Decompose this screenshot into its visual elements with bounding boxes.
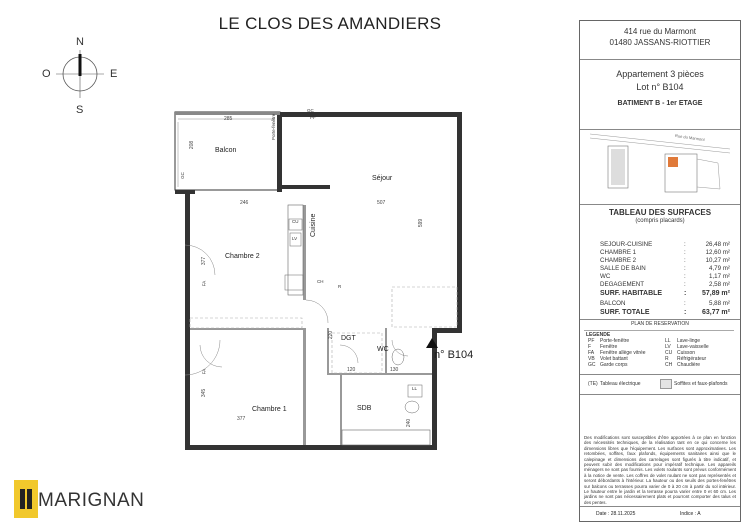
room-label-dgt: DGT <box>341 335 356 342</box>
surface-balcon: BALCON : 5,88 m² <box>600 300 730 307</box>
lot-marker-label: n° B104 <box>434 349 474 361</box>
site-plan-box <box>580 129 740 205</box>
dim-ch2-height: 377 <box>201 256 208 266</box>
legend-title: LEGENDE <box>586 332 611 338</box>
label-fa-ch1: FA <box>201 368 207 375</box>
soffit-swatch <box>660 379 672 389</box>
floor-plan <box>160 95 480 470</box>
plan-title: LE CLOS DES AMANDIERS <box>218 14 442 33</box>
dim-sdb-height: 240 <box>406 418 413 428</box>
compass-west: O <box>42 68 51 80</box>
dim-wc-width: 130 <box>390 367 399 373</box>
apartment-box <box>580 59 740 130</box>
label-cu: CU <box>292 219 299 224</box>
dim-dgt-height: 220 <box>328 330 335 340</box>
room-label-sejour: Séjour <box>372 175 393 182</box>
surface-totale: SURF. TOTALE : 63,77 m² <box>600 309 730 316</box>
legend-item: PF Porte-fenêtre <box>588 338 630 344</box>
label-porte-fenetre: Porte-fenêtre <box>271 113 276 140</box>
brand-name: MARIGNAN <box>38 490 145 511</box>
footer-bar <box>580 506 740 522</box>
address-line2: 01480 JASSANS-RIOTTIER <box>609 38 711 47</box>
apartment-type: Appartement 3 pièces <box>616 69 704 79</box>
compass <box>40 38 120 118</box>
legend-item: LV Lave-vaisselle <box>665 344 709 350</box>
label-pf: PF <box>310 115 316 120</box>
label-gc: GC <box>307 108 314 113</box>
marignan-logo-icon <box>14 480 38 518</box>
compass-south: S <box>76 104 84 116</box>
surface-row: SALLE DE BAIN : 4,79 m² <box>600 265 730 272</box>
surface-row: CHAMBRE 1 : 12,60 m² <box>600 249 730 256</box>
legend-electrical: (TE) Tableau électrique <box>588 381 641 387</box>
legend-item: GC Garde corps <box>588 362 628 368</box>
label-gc-balcon: GC <box>179 172 185 179</box>
legend-item: F Fenêtre <box>588 344 618 350</box>
label-r: R <box>338 284 342 289</box>
legend-item: VB Volet battant <box>588 356 628 362</box>
legend-item: FA Fenêtre allège vitrée <box>588 350 646 356</box>
label-fa-ch2: FA <box>201 280 207 287</box>
address-box <box>580 21 740 60</box>
room-label-balcon: Balcon <box>215 147 237 154</box>
legend-item: CH Chaudière <box>665 362 701 368</box>
legend-soffits: Soffites et faux-plafonds <box>674 381 728 387</box>
brand-logo <box>14 480 38 523</box>
legend-item: LL Lave-linge <box>665 338 701 344</box>
apartment-building: BATIMENT B - 1er ETAGE <box>617 100 703 107</box>
room-label-chambre1: Chambre 1 <box>252 406 287 413</box>
site-plan-drawing <box>580 129 740 204</box>
dim-balcon-height: 208 <box>189 140 196 150</box>
legend-item: R Réfrigérateur <box>665 356 707 362</box>
dim-ch1-width: 377 <box>237 416 246 422</box>
dim-ch1-height: 345 <box>201 388 208 398</box>
apartment-lot: Lot n° B104 <box>636 82 684 92</box>
site-plan-street: Rue du Marmont <box>674 132 705 143</box>
compass-north: N <box>76 36 84 48</box>
room-label-chambre2: Chambre 2 <box>225 253 260 260</box>
dim-sejour-width: 507 <box>377 200 386 206</box>
site-plan-lot-highlight <box>668 157 678 167</box>
surfaces-box <box>580 204 740 320</box>
dim-sejour-height: 599 <box>418 218 425 228</box>
dim-dgt-width: 120 <box>347 367 356 373</box>
legend-box <box>580 319 740 375</box>
surface-habitable: SURF. HABITABLE : 57,89 m² <box>600 290 730 297</box>
surface-row: CHAMBRE 2 : 10,27 m² <box>600 257 730 264</box>
disclaimer-text: Des modifications sont susceptibles d'être apportées à ce plan en fonction des nécessités techniques, de la réalisation tant en ce qui concerne les dimensions libres que l'équipement. Les surfaces sont approximatives. Les retombées, soffites, faux plafonds, équipements sanitaires ainsi que le calepinage et dimensions des carrelages sont figurés à titre indicatif, et peuvent subir des modifications pour impératif technique. Les appareils ménagers ne sont pas fournis. Les volets roulants sont prévus conformément à la notice de vente. Les coffres de volet roulant ne sont pas représentés et seront débordants à l'intérieur. La hauteur ou des seuils des portes-fenêtres sur balcons ou terrasses pourra varier de 0 à 20 cm à partir du sol intérieur. Le hauteur entre le jardin et la terrasse pourra varier entre 0 et 60 cm. Les jardins ne sont pas nécessairement plats et pourront comporter des talus et des pentes. <box>584 435 736 505</box>
address-line1: 414 rue du Marmont <box>623 27 697 36</box>
surface-row: SEJOUR-CUISINE : 26,48 m² <box>600 241 730 248</box>
surface-row: WC : 1,17 m² <box>600 273 730 280</box>
dim-ch2-width: 246 <box>240 200 249 206</box>
compass-east: E <box>110 68 118 80</box>
legend-item: CU Cuisson <box>665 350 696 356</box>
legend-extra-box <box>580 374 740 395</box>
room-label-wc: WC <box>377 346 389 353</box>
label-lv: LV <box>292 236 298 241</box>
footer-date: Date : 28.11.2025 <box>596 511 636 517</box>
label-ch: CH <box>317 279 324 284</box>
room-label-sdb: SDB <box>357 405 372 412</box>
info-panel <box>579 20 741 522</box>
footer-index: Indice : A <box>680 511 701 517</box>
label-ll: LL <box>412 386 418 391</box>
surface-row: DEGAGEMENT : 2,58 m² <box>600 281 730 288</box>
dim-balcon-width: 285 <box>224 116 233 122</box>
surfaces-subtitle: (compris placards) <box>635 218 685 224</box>
room-label-cuisine: Cuisine <box>310 213 317 237</box>
reservation-plan-label: PLAN DE RESERVATION <box>631 321 689 327</box>
surfaces-title: TABLEAU DES SURFACES <box>608 208 712 217</box>
